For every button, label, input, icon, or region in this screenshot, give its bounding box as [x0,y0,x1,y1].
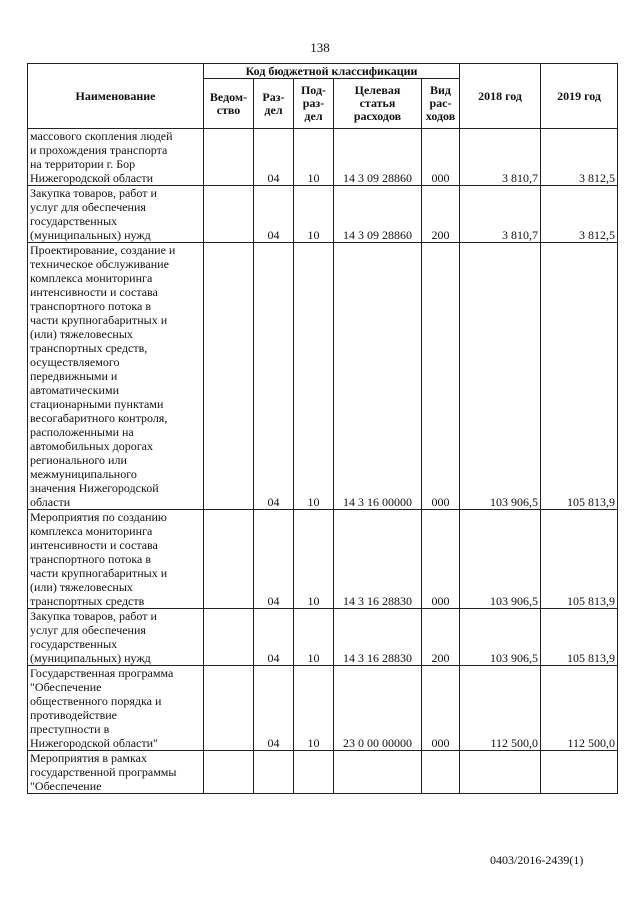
row-amount-2018: 3 810,7 [460,186,541,243]
row-amount-2018: 3 810,7 [460,129,541,186]
row-razdel: 04 [254,129,294,186]
row-name: Проектирование, создание и техническое обслуживание комплекса мониторинга интенсивности и состава транспортного потока в части крупногабаритных и (или) тяжеловесных транспортных средств, осуществляемого передвижными и автоматическими стационарными пунктами весогабаритного контроля, расположенными на автомобильных дорогах регионального или межмуниципального значения Нижегородской области [28,243,204,510]
row-vedomstvo [204,666,254,751]
header-name: Наименование [28,64,204,129]
budget-table [27,63,618,794]
row-name: Мероприятия в рамках государственной программы "Обеспечение [28,751,204,794]
row-target-article: 14 3 16 00000 [334,243,422,510]
row-amount-2019: 112 500,0 [541,666,618,751]
table-row [28,751,618,794]
page-number: 138 [310,40,330,55]
row-razdel: 04 [254,510,294,609]
row-razdel [254,751,294,794]
table-row [28,510,618,609]
row-razdel: 04 [254,666,294,751]
row-podrazdel: 10 [294,186,334,243]
row-target-article: 14 3 09 28860 [334,186,422,243]
row-amount-2018: 112 500,0 [460,666,541,751]
table-row [28,243,618,510]
row-podrazdel: 10 [294,243,334,510]
row-amount-2019: 105 813,9 [541,243,618,510]
row-name: Государственная программа "Обеспечение общественного порядка и противодействие преступности в Нижегородской области" [28,666,204,751]
row-target-article: 14 3 16 28830 [334,510,422,609]
header-budget-classification: Код бюджетной классификации [204,64,460,79]
header-vedomstvo: Ведом- ство [204,79,254,129]
row-podrazdel: 10 [294,609,334,666]
header-expense-type: Вид рас- ходов [422,79,460,129]
row-razdel: 04 [254,609,294,666]
row-podrazdel: 10 [294,129,334,186]
header-target-article: Целевая статья расходов [334,79,422,129]
table-row [28,666,618,751]
row-name: Мероприятия по созданию комплекса мониторинга интенсивности и состава транспортного потока в части крупногабаритных и (или) тяжеловесных транспортных средств [28,510,204,609]
row-expense-type: 000 [422,243,460,510]
row-name: Закупка товаров, работ и услуг для обеспечения государственных (муниципальных) нужд [28,186,204,243]
row-razdel: 04 [254,186,294,243]
row-amount-2019: 3 812,5 [541,129,618,186]
row-expense-type: 000 [422,129,460,186]
row-vedomstvo [204,129,254,186]
document-registration-code: 0403/2016-2439(1) [490,853,584,867]
table-row [28,609,618,666]
row-expense-type: 200 [422,186,460,243]
table-row [28,186,618,243]
row-expense-type: 200 [422,609,460,666]
row-vedomstvo [204,751,254,794]
row-target-article: 14 3 16 28830 [334,609,422,666]
row-amount-2018 [460,751,541,794]
row-name: Закупка товаров, работ и услуг для обеспечения государственных (муниципальных) нужд [28,609,204,666]
row-amount-2018: 103 906,5 [460,243,541,510]
row-amount-2018: 103 906,5 [460,510,541,609]
row-podrazdel: 10 [294,510,334,609]
row-vedomstvo [204,609,254,666]
header-podrazdel: Под- раз- дел [294,79,334,129]
row-amount-2019: 105 813,9 [541,609,618,666]
row-podrazdel: 10 [294,666,334,751]
row-expense-type: 000 [422,510,460,609]
table-row [28,129,618,186]
row-vedomstvo [204,243,254,510]
row-amount-2019: 105 813,9 [541,510,618,609]
header-year-2018: 2018 год [460,64,541,129]
row-target-article: 23 0 00 00000 [334,666,422,751]
row-expense-type [422,751,460,794]
row-amount-2019 [541,751,618,794]
row-vedomstvo [204,186,254,243]
row-podrazdel [294,751,334,794]
row-name: массового скопления людей и прохождения транспорта на территории г. Бор Нижегородской области [28,129,204,186]
row-vedomstvo [204,510,254,609]
header-year-2019: 2019 год [541,64,618,129]
row-target-article [334,751,422,794]
header-razdel: Раз- дел [254,79,294,129]
row-amount-2019: 3 812,5 [541,186,618,243]
row-razdel: 04 [254,243,294,510]
row-target-article: 14 3 09 28860 [334,129,422,186]
row-amount-2018: 103 906,5 [460,609,541,666]
row-expense-type: 000 [422,666,460,751]
